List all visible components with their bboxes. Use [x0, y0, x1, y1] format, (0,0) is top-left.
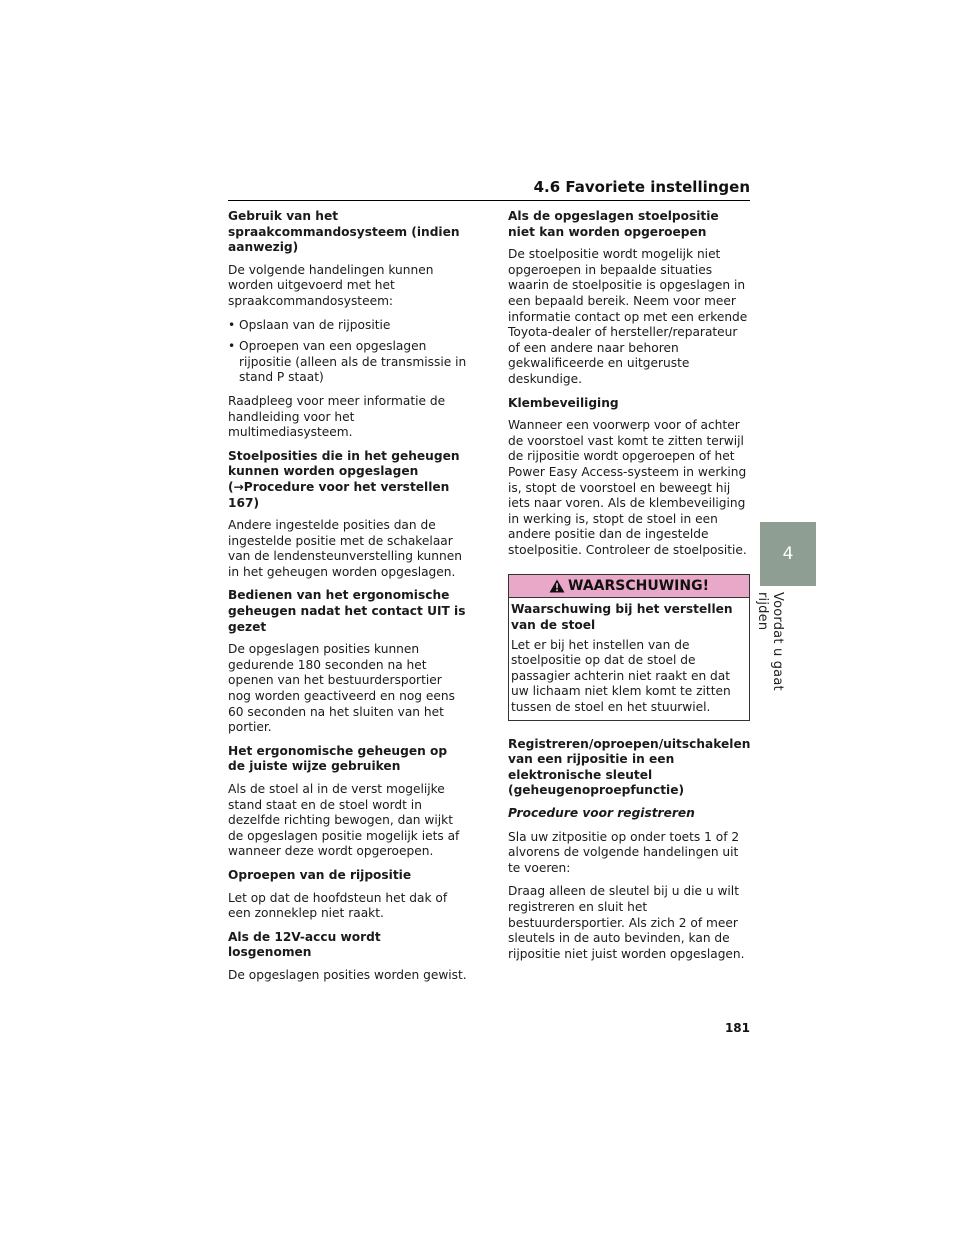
bullet-list	[228, 318, 468, 386]
paragraph: Draag alleen de sleutel bij u die u wilt registreren en sluit het bestuurdersportier. Als zich 2 of meer sleutels in de auto bevinden, kan de rijpositie niet juist worden opgeslagen.	[508, 884, 745, 961]
paragraph: De volgende handelingen kunnen worden uitgevoerd met het spraakcommandosysteem:	[228, 262, 434, 308]
heading-memory-recall-function: Registreren/oproepen/uitschakelen van een rijpositie in een elektronische sleutel (geheugenoproepfunctie)	[508, 736, 751, 798]
warning-body	[509, 598, 749, 719]
heading-battery-disconnected: Als de 12V-accu wordt losgenomen	[228, 929, 381, 960]
paragraph: De stoelpositie wordt mogelijk niet opgeroepen in bepaalde situaties waarin de stoelpositie is opgeslagen in een bepaald bereik. Neem voor meer informatie contact op met een erkende Toyota-dealer of hersteller/reparateur of een andere naar behoren gekwalificeerde en uitgeruste deskundige.	[508, 247, 748, 386]
warning-box	[508, 574, 750, 720]
warning-triangle-icon	[549, 579, 565, 593]
paragraph: Andere ingestelde posities dan de ingestelde positie met de schakelaar van de lendensteunverstelling kunnen in het geheugen worden opgeslagen.	[228, 518, 462, 579]
page-number: 181	[724, 1021, 750, 1035]
paragraph: De opgeslagen posities worden gewist.	[228, 967, 467, 982]
chapter-tab	[760, 522, 816, 586]
right-column	[508, 209, 751, 970]
chapter-label: Voordat u gaat rijden	[755, 592, 785, 691]
paragraph: De opgeslagen posities kunnen gedurende 180 seconden na het openen van het bestuurdersportier nog worden geactiveerd en nog eens 60 seconden na het sluiten van het portier.	[228, 642, 455, 735]
warning-label: WAARSCHUWING!	[568, 577, 709, 594]
paragraph: Als de stoel al in de verst mogelijke stand staat en de stoel wordt in dezelfde richting bewogen, dan wijkt de opgeslagen positie mogelijk iets af wanneer deze wordt opgeroepen.	[228, 782, 460, 859]
list-item: • Opslaan van de rijpositie	[228, 318, 468, 334]
heading-voice-command: Gebruik van het spraakcommandosysteem (indien aanwezig)	[228, 209, 460, 255]
paragraph: Wanneer een voorwerp voor of achter de voorstoel vast komt te zitten terwijl de rijpositie wordt opgeroepen of het Power Easy Access-systeem in werking is, stopt de voorstoel en beweegt hij iets naar voren. Als de klembeveiliging in werking is, stopt de stoel in een andere positie dan de ingestelde stoelpositie. Controleer de stoelpositie.	[508, 418, 747, 557]
subheading-register-procedure: Procedure voor registreren	[508, 806, 695, 820]
heading-correct-use: Het ergonomische geheugen op de juiste wijze gebruiken	[228, 743, 448, 774]
left-column	[228, 209, 468, 992]
list-item: • Oproepen van een opgeslagen rijpositie (alleen als de transmissie in stand P staat)	[228, 339, 468, 386]
chapter-number: 4	[782, 544, 794, 564]
warning-title: Waarschuwing bij het verstellen van de stoel	[511, 602, 733, 633]
paragraph: Let op dat de hoofdsteun het dak of een zonneklep niet raakt.	[228, 890, 448, 921]
heading-pinch-protection: Klembeveiliging	[508, 395, 619, 410]
heading-recall-position: Oproepen van de rijpositie	[228, 867, 412, 882]
page-header	[228, 178, 750, 201]
heading-cannot-recall: Als de opgeslagen stoelpositie niet kan worden opgeroepen	[508, 209, 719, 239]
warning-text: Let er bij het instellen van de stoelpositie op dat de stoel de passagier achterin niet raakt en dat uw lichaam niet klem komt te zitten tussen de stoel en het stuurwiel.	[511, 637, 731, 715]
paragraph: Raadpleeg voor meer informatie de handleiding voor het multimediasysteem.	[228, 393, 446, 440]
warning-header	[509, 575, 749, 598]
heading-memory-after-ignition-off: Bedienen van het ergonomische geheugen nadat het contact UIT is gezet	[228, 588, 466, 634]
heading-storable-positions: Stoelposities die in het geheugen kunnen worden opgeslagen (→Procedure voor het verstellen 167)	[228, 448, 460, 510]
paragraph: Sla uw zitpositie op onder toets 1 of 2 alvorens de volgende handelingen uit te voeren:	[508, 829, 740, 875]
section-title: 4.6 Favoriete instellingen	[533, 178, 750, 196]
